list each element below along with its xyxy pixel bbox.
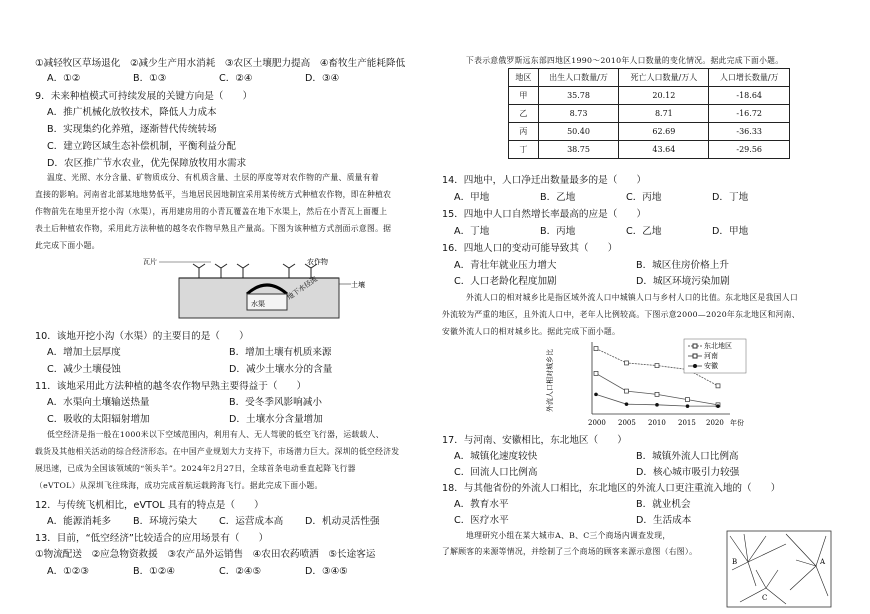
table-cell: 62.69 bbox=[619, 123, 709, 141]
channel-label: 水渠 bbox=[251, 300, 265, 308]
map-label-a: A bbox=[820, 558, 826, 566]
q14-stem: 14．四地中，人口净迁出数量最多的是（ ） bbox=[442, 175, 647, 186]
q11-stem: 11．该地采用此方法种植的越冬农作物早熟主要得益于（ ） bbox=[35, 381, 307, 392]
q12-opt-d: D．机动灵活性强 bbox=[305, 516, 380, 527]
tile-label: 瓦片 bbox=[143, 258, 157, 266]
q12-opt-c: C．运营成本高 bbox=[219, 516, 284, 527]
soil-label: 土壤 bbox=[351, 281, 365, 289]
table-cell: 丁 bbox=[509, 141, 539, 159]
table-header: 地区 bbox=[509, 69, 539, 87]
outflow-ratio-chart bbox=[546, 336, 756, 428]
q10-opt-a: A．增加土层厚度 bbox=[47, 347, 121, 358]
data-point bbox=[686, 398, 690, 402]
table-cell: 8.73 bbox=[538, 105, 619, 123]
q9-opt-c: C．建立跨区域生态补偿机制，平衡利益分配 bbox=[47, 141, 236, 152]
passage3-line1: 外流人口的相对城乡比是指区域外流人口中城镇人口与乡村人口的比值。东北地区是我国人口 bbox=[466, 293, 798, 302]
q10-opt-c: C．减少土壤侵蚀 bbox=[47, 364, 121, 375]
planting-section-figure bbox=[139, 254, 369, 320]
customer-source-map bbox=[726, 530, 832, 608]
passage1-line3: 作物前先在地里开挖小沟（水渠），再用建房用的小青瓦覆盖在地下水渠上，然后在小青瓦上面覆上 bbox=[35, 207, 388, 216]
q17-opt-b: B．城镇外流人口比例高 bbox=[636, 451, 739, 462]
q12-opt-b: B．环境污染大 bbox=[133, 516, 198, 527]
table-cell: -18.64 bbox=[709, 87, 790, 105]
table-cell: 乙 bbox=[509, 105, 539, 123]
q16-opt-a: A．青壮年就业压力增大 bbox=[454, 260, 557, 271]
x-tick-label: 2015 bbox=[678, 419, 696, 427]
q13-opt-c: C．②④⑤ bbox=[219, 566, 262, 577]
q14-opt-b: B．乙地 bbox=[540, 192, 576, 203]
q11-opt-a: A．水渠向土壤输送热量 bbox=[47, 397, 150, 408]
table-header: 出生人口数量/万 bbox=[538, 69, 619, 87]
table-cell: 38.75 bbox=[538, 141, 619, 159]
table-cell: 丙 bbox=[509, 123, 539, 141]
table-cell: -29.56 bbox=[709, 141, 790, 159]
q8-opt-b: B．①③ bbox=[133, 73, 167, 84]
q11-opt-d: D．土壤水分含量增加 bbox=[229, 414, 323, 425]
data-point bbox=[625, 402, 629, 406]
q12-stem: 12．与传统飞机相比，eVTOL 具有的特点是（ ） bbox=[35, 500, 264, 511]
table-cell: 35.78 bbox=[538, 87, 619, 105]
x-tick-label: 2010 bbox=[648, 419, 666, 427]
q15-opt-a: A．丁地 bbox=[454, 226, 490, 237]
q14-opt-c: C．丙地 bbox=[626, 192, 662, 203]
x-tick-label: 2020 bbox=[706, 419, 724, 427]
data-point bbox=[594, 347, 598, 351]
q12-opt-a: A．能源消耗多 bbox=[47, 516, 112, 527]
table-header-row bbox=[509, 69, 790, 87]
data-point bbox=[625, 389, 629, 393]
q17-stem: 17．与河南、安徽相比，东北地区（ ） bbox=[442, 435, 627, 446]
q15-opt-b: B．丙地 bbox=[540, 226, 576, 237]
q15-opt-d: D．甲地 bbox=[712, 226, 749, 237]
q13-opt-b: B．①②④ bbox=[133, 566, 175, 577]
data-point bbox=[686, 404, 690, 408]
q18-opt-d: D．生活成本 bbox=[636, 515, 692, 526]
legend-item: 河南 bbox=[704, 352, 718, 360]
q17-opt-d: D．核心城市吸引力较强 bbox=[636, 467, 740, 478]
passage1-line4: 表土后种植农作物，采用此方法种植的越冬农作物早熟且产量高。下图为该种植方式剖面示意图。据 bbox=[35, 224, 392, 233]
table-header: 人口增长数量/万 bbox=[709, 69, 790, 87]
data-point bbox=[655, 392, 659, 396]
table-row bbox=[509, 141, 790, 159]
q9-stem: 9．未来种植模式可持续发展的关键方向是（ ） bbox=[35, 91, 253, 102]
passage4-line1: 地理研究小组在某大城市A、B、C三个商场内调查发现， bbox=[466, 531, 671, 540]
q13-opt-d: D．③④⑤ bbox=[305, 566, 348, 577]
passage1-line1: 温度、光照、水分含量、矿物质成分、有机质含量、土层的厚度等对农作物的产量、质量有着 bbox=[47, 173, 379, 182]
table-cell: 8.71 bbox=[619, 105, 709, 123]
data-point bbox=[655, 403, 659, 407]
data-point bbox=[594, 393, 598, 397]
passage2-line2: 载货及其他相关活动的综合经济形态。在中国产业规划大力支持下，市场潜力巨大。深圳的低空经济发 bbox=[35, 447, 400, 456]
passage2-line1: 低空经济是指一般在1000米以下空域范围内，利用有人、无人驾驶的低空飞行器，运载载人、 bbox=[47, 430, 384, 439]
table-cell: -16.72 bbox=[709, 105, 790, 123]
table-intro: 下表示意俄罗斯远东部四地区1990～2010年人口数量的变化情况。据此完成下面小题。 bbox=[466, 56, 784, 65]
table-cell: 20.12 bbox=[619, 87, 709, 105]
q9-opt-d: D．农区推广节水农业，优先保障放牧用水需求 bbox=[47, 158, 247, 169]
q13-stem: 13．目前，“低空经济”比较适合的应用场景有（ ） bbox=[35, 533, 269, 544]
crop-icons bbox=[193, 264, 317, 278]
table-header: 死亡人口数量/万人 bbox=[619, 69, 709, 87]
passage3-line3: 安徽外流人口的相对城乡比。据此完成下面小题。 bbox=[442, 327, 621, 336]
passage1-line5: 此完成下面小题。 bbox=[35, 241, 100, 250]
table-cell: -36.33 bbox=[709, 123, 790, 141]
map-label-b: B bbox=[732, 558, 738, 566]
groundwater-label: 地下水径流 bbox=[285, 275, 319, 302]
q18-opt-b: B．就业机会 bbox=[636, 499, 691, 510]
q11-opt-c: C．吸收的太阳辐射增加 bbox=[47, 414, 150, 425]
q18-opt-c: C．医疗水平 bbox=[454, 515, 509, 526]
q18-opt-a: A．教育水平 bbox=[454, 499, 509, 510]
q11-opt-b: B．受冬季风影响减小 bbox=[229, 397, 322, 408]
q16-opt-d: D．城区环境污染加剧 bbox=[636, 276, 730, 287]
legend-item: 安徽 bbox=[704, 362, 718, 370]
table-cell: 甲 bbox=[509, 87, 539, 105]
crop-label: 农作物 bbox=[307, 258, 328, 266]
data-point bbox=[655, 364, 659, 368]
q9-opt-b: B．实现集约化养殖，逐渐替代传统转场 bbox=[47, 124, 217, 135]
q16-opt-b: B．城区住房价格上升 bbox=[636, 260, 729, 271]
q9-opt-a: A．推广机械化放牧技术，降低人力成本 bbox=[47, 107, 217, 118]
q8-opt-c: C．②④ bbox=[219, 73, 253, 84]
q17-opt-a: A．城镇化速度较快 bbox=[454, 451, 538, 462]
table-cell: 43.64 bbox=[619, 141, 709, 159]
passage2-line3: 展迅速，已成为全国该领域的“领头羊”。2024年2月27日，全球首条电动垂直起降飞行器 bbox=[35, 464, 356, 473]
q13-opt-a: A．①②③ bbox=[47, 566, 89, 577]
q8-opt-a: A．①② bbox=[47, 73, 81, 84]
table-cell: 50.40 bbox=[538, 123, 619, 141]
q18-stem: 18．与其他省份的外流人口相比，东北地区的外流人口更注重流入地的（ ） bbox=[442, 483, 781, 494]
q15-opt-c: C．乙地 bbox=[626, 226, 662, 237]
population-table bbox=[508, 68, 790, 159]
x-unit-label: 年份 bbox=[730, 419, 744, 427]
passage2-line4: （eVTOL）从深圳飞往珠海，成功完成首航运载跨海飞行。据此完成下面小题。 bbox=[35, 481, 323, 490]
data-point bbox=[716, 384, 720, 388]
q13-items: ①物流配送 ②应急物资救援 ③农产品外运销售 ④农田农药喷洒 ⑤长途客运 bbox=[35, 549, 376, 560]
table-row bbox=[509, 105, 790, 123]
q8-opt-d: D．③④ bbox=[305, 73, 340, 84]
q14-opt-d: D．丁地 bbox=[712, 192, 749, 203]
legend-item: 东北地区 bbox=[704, 342, 732, 350]
table-row bbox=[509, 123, 790, 141]
x-tick-label: 2000 bbox=[588, 419, 606, 427]
q10-opt-d: D．减少土壤水分的含量 bbox=[229, 364, 333, 375]
passage1-line2: 直接的影响。河南省北部某地地势低平，当地居民因地制宜采用某传统方式种植农作物，即在种植农 bbox=[35, 190, 392, 199]
x-tick-label: 2005 bbox=[618, 419, 636, 427]
q17-opt-c: C．回流人口比例高 bbox=[454, 467, 538, 478]
chart-y-label: 外流人口相对城乡比 bbox=[546, 349, 554, 412]
passage3-line2: 外流较为严重的地区，且外流人口中，老年人比例较高。下图示意2000—2020年东北地区和河南、 bbox=[442, 310, 800, 319]
data-point bbox=[716, 404, 720, 408]
q16-stem: 16．四地人口的变动可能导致其（ ） bbox=[442, 243, 618, 254]
q8-items: ①减轻牧区草场退化 ②减少生产用水消耗 ③农区土壤肥力提高 ④畜牧生产能耗降低 bbox=[35, 58, 406, 69]
q10-opt-b: B．增加土壤有机质来源 bbox=[229, 347, 332, 358]
table-row bbox=[509, 87, 790, 105]
q14-opt-a: A．甲地 bbox=[454, 192, 490, 203]
q16-opt-c: C．人口老龄化程度加剧 bbox=[454, 276, 557, 287]
q10-stem: 10．该地开挖小沟（水渠）的主要目的是（ ） bbox=[35, 331, 249, 342]
map-label-c: C bbox=[762, 594, 768, 602]
data-point bbox=[594, 371, 598, 375]
passage4-line2: 了解顾客的来源等情况，并绘制了三个商场的顾客来源示意图（右图）。 bbox=[442, 547, 698, 556]
data-point bbox=[625, 361, 629, 365]
q15-stem: 15．四地中人口自然增长率最高的应是（ ） bbox=[442, 209, 647, 220]
